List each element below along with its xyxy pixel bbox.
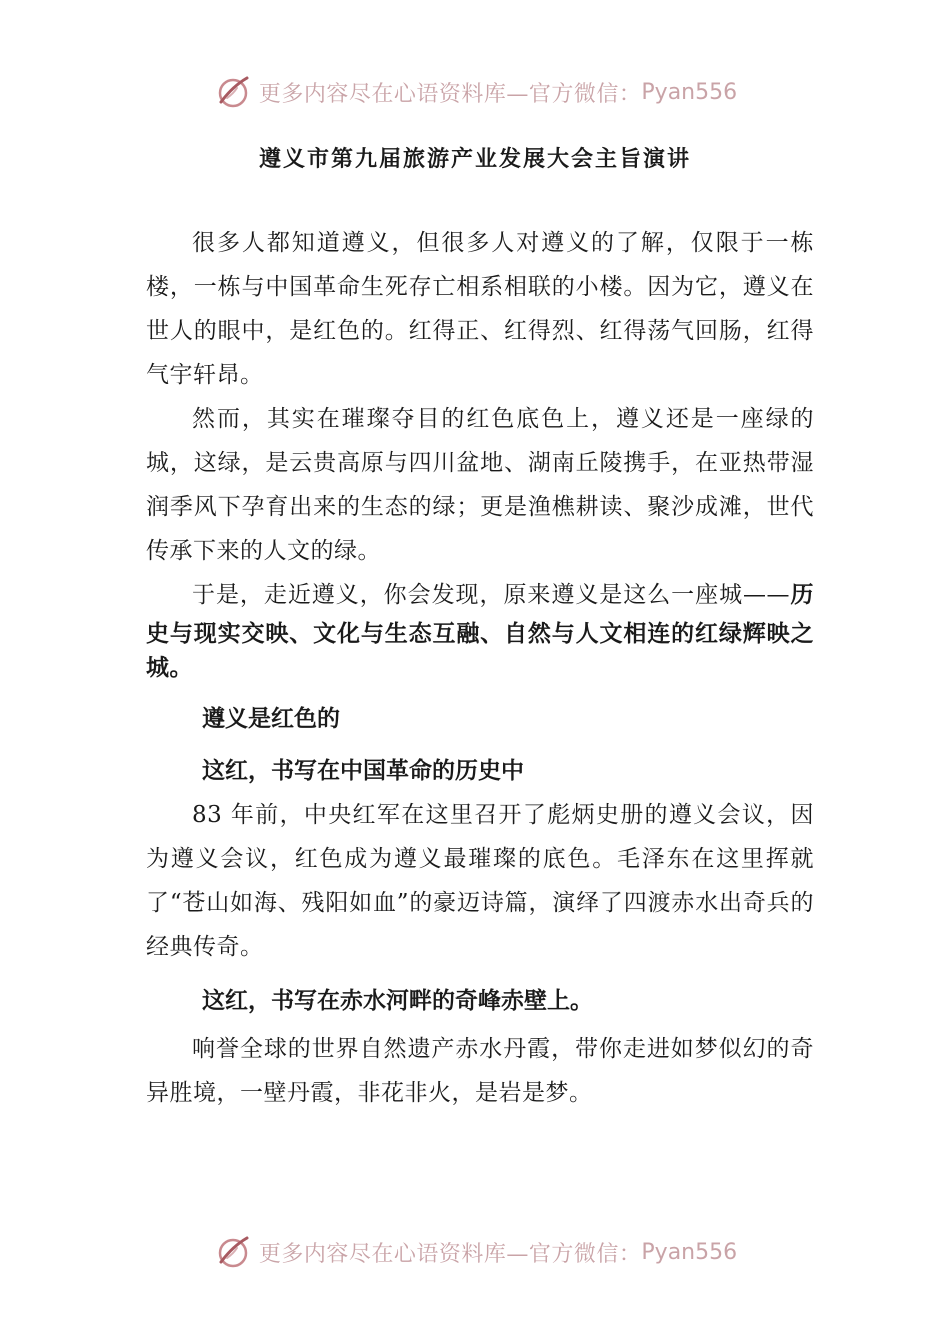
document-title: 遵义市第九届旅游产业发展大会主旨演讲 xyxy=(258,146,691,172)
watermark-text: 更多内容尽在心语资料库—官方微信： xyxy=(258,1241,642,1267)
brush-logo-icon xyxy=(213,1232,253,1272)
paragraph-5: 响誉全球的世界自然遗产赤水丹霞，带你走进如梦似幻的奇异胜境，一壁丹霞，非花非火，是岩是梦。 xyxy=(146,1036,814,1106)
paragraph-1: 很多人都知道遵义，但很多人对遵义的了解，仅限于一栋楼，一栋与中国革命生死存亡相系相联的小楼。因为它，遵义在世人的眼中，是红色的。红得正、红得烈、红得荡气回肠，红得气宇轩昂。 xyxy=(146,230,814,388)
brush-logo-icon xyxy=(213,72,253,112)
header-watermark xyxy=(0,70,950,114)
footer-watermark xyxy=(0,1230,950,1274)
document-body xyxy=(146,221,814,1115)
watermark-wechat-id: Pyan556 xyxy=(641,1239,738,1265)
paragraph-4: 83 年前，中央红军在这里召开了彪炳史册的遵义会议，因为遵义会议，红色成为遵义最璀璨的底色。毛泽东在这里挥就了“苍山如海、残阳如血”的豪迈诗篇，演绎了四渡赤水出奇兵的经典传奇。 xyxy=(146,802,814,960)
paragraph-3 xyxy=(146,573,814,685)
subheading-chishui-cliffs: 这红，书写在赤水河畔的奇峰赤壁上。 xyxy=(202,988,593,1014)
paragraph-3-emphasis: 历史与现实交映、文化与生态互融、自然与人文相连的红绿辉映之城。 xyxy=(146,582,815,681)
watermark-wechat-id: Pyan556 xyxy=(641,79,738,105)
subheading-revolution-history: 这红，书写在中国革命的历史中 xyxy=(202,758,524,784)
watermark-text: 更多内容尽在心语资料库—官方微信： xyxy=(258,81,642,107)
section-heading-red: 遵义是红色的 xyxy=(202,706,340,732)
paragraph-2: 然而，其实在璀璨夺目的红色底色上，遵义还是一座绿的城，这绿，是云贵高原与四川盆地、湖南丘陵携手，在亚热带湿润季风下孕育出来的生态的绿；更是渔樵耕读、聚沙成滩，世代传承下来的人文的绿。 xyxy=(146,406,814,564)
paragraph-3-lead: 于是，走近遵义，你会发现，原来遵义是这么一座城—— xyxy=(192,582,791,608)
